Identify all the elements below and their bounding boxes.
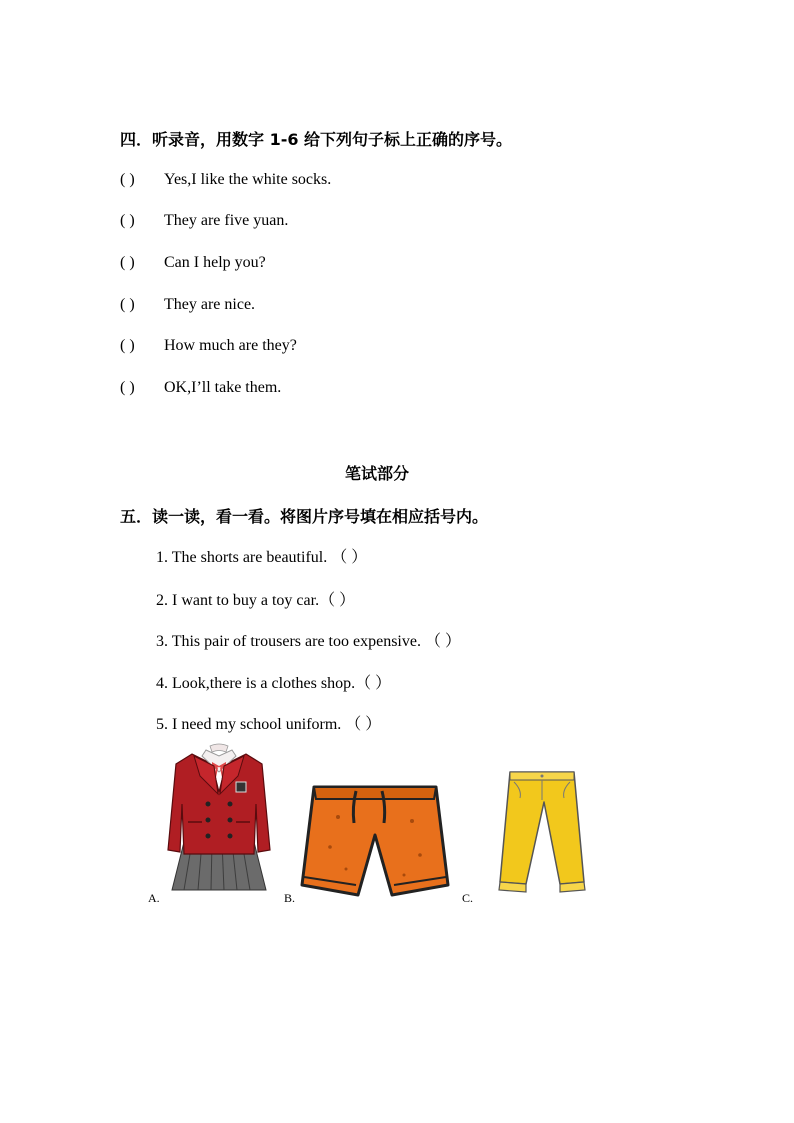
listening-item-6	[120, 379, 281, 397]
answer-blank[interactable]: ( )	[120, 254, 135, 271]
picture-label-a: A.	[148, 891, 160, 905]
answer-blank[interactable]: ( )	[120, 379, 135, 396]
written-part-title: 笔试部分	[345, 464, 410, 483]
answer-blank[interactable]: ( )	[120, 171, 135, 188]
sentence-text: Can I help you?	[164, 254, 266, 271]
sentence-text: They are five yuan.	[164, 212, 289, 229]
section4-title: 四．听录音，用数字 1-6 给下列句子标上正确的序号。	[120, 130, 513, 149]
reading-item-1: 1. The shorts are beautiful. （ ）	[156, 549, 368, 566]
listening-item-1	[120, 171, 331, 189]
reading-item-5: 5. I need my school uniform. （ ）	[156, 716, 382, 733]
answer-blank[interactable]: ( )	[120, 212, 135, 229]
reading-item-3: 3. This pair of trousers are too expensive. （ ）	[156, 633, 461, 650]
sentence-text: They are nice.	[164, 296, 256, 313]
picture-label-c: C.	[462, 891, 474, 905]
sentence-text: Yes,I like the white socks.	[164, 171, 332, 188]
listening-item-3	[120, 254, 266, 272]
listening-item-5	[120, 337, 297, 355]
sentence-text: OK,I’ll take them.	[164, 379, 282, 396]
orange-shorts-icon	[300, 777, 450, 901]
answer-blank[interactable]: ( )	[120, 337, 135, 354]
picture-label-b: B.	[284, 891, 296, 905]
reading-item-2: 2. I want to buy a toy car.（ ）	[156, 592, 356, 609]
section5-title: 五．读一读，看一看。将图片序号填在相应括号内。	[120, 507, 489, 526]
answer-blank[interactable]: ( )	[120, 296, 135, 313]
sentence-text: How much are they?	[164, 337, 297, 354]
school-uniform-icon	[162, 742, 276, 894]
listening-item-4	[120, 296, 255, 314]
reading-item-4: 4. Look,there is a clothes shop.（ ）	[156, 675, 392, 692]
listening-item-2	[120, 212, 288, 230]
yellow-trousers-icon	[496, 768, 588, 896]
